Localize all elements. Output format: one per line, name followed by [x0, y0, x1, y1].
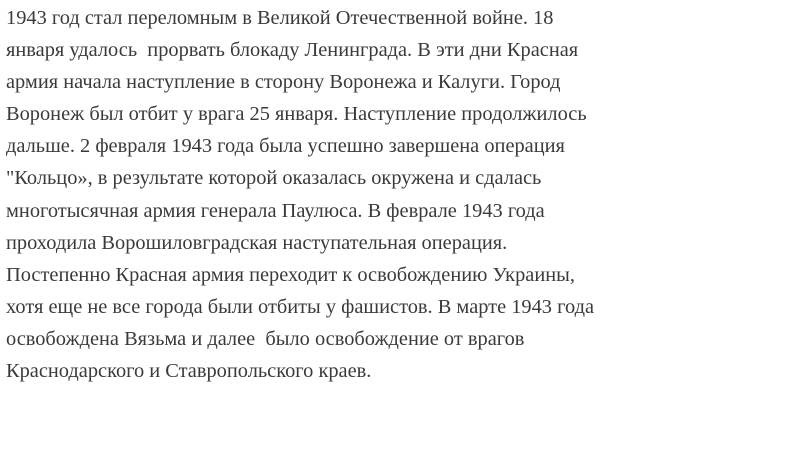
- text-line-11: освобождена Вязьма и далее было освобождение от врагов: [6, 327, 525, 350]
- text-line-8: проходила Ворошиловградская наступательная операция.: [6, 231, 508, 254]
- text-line-1: 1943 год стал переломным в Великой Отечественной войне. 18: [6, 7, 554, 29]
- text-line-9: Постепенно Красная армия переходит к освобождению Украины,: [6, 263, 575, 286]
- text-line-3: армия начала наступление в сторону Воронежа и Калуги. Город: [6, 71, 561, 94]
- text-line-2: января удалось прорвать блокаду Ленинграда. В эти дни Красная: [6, 39, 579, 62]
- text-line-7: многотысячная армия генерала Паулюса. В феврале 1943 года: [6, 199, 545, 222]
- text-line-12: Краснодарского и Ставропольского краев.: [6, 360, 372, 383]
- text-line-4: Воронеж был отбит у врага 25 января. Наступление продолжилось: [6, 103, 587, 126]
- text-line-6: "Кольцо», в результате которой оказалась окружена и сдалась: [6, 167, 542, 190]
- text-line-5: дальше. 2 февраля 1943 года была успешно завершена операция: [6, 135, 565, 158]
- text-line-10: хотя еще не все города были отбиты у фашистов. В марте 1943 года: [6, 295, 594, 318]
- body-text: [6, 2, 796, 387]
